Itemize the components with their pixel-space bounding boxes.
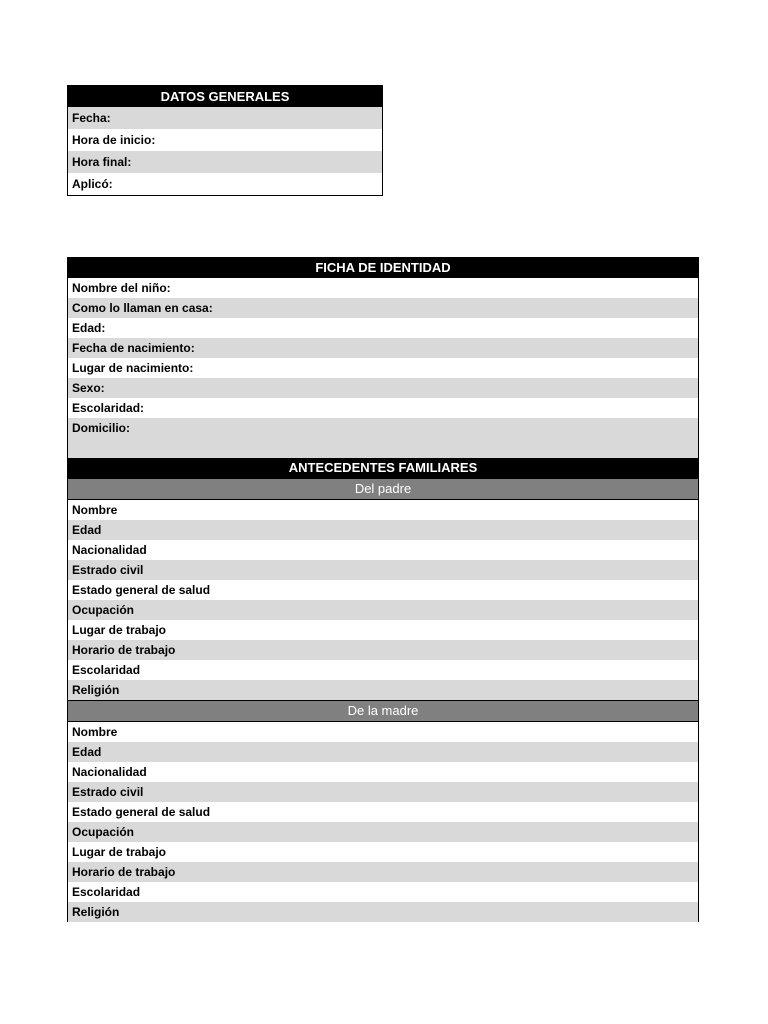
madre-escolaridad: Escolaridad (72, 885, 141, 899)
madre-lugar-trabajo: Lugar de trabajo (72, 845, 167, 859)
padre-ocupacion: Ocupación (68, 600, 698, 620)
field-sexo: Sexo: (68, 378, 698, 398)
datos-generales-table (67, 85, 383, 196)
madre-nacionalidad: Nacionalidad (72, 765, 147, 779)
padre-estado-civil: Estrado civil (68, 560, 698, 580)
field-escolaridad: Escolaridad: (72, 401, 145, 415)
madre-estado-civil: Estrado civil (68, 782, 698, 802)
padre-nacionalidad: Nacionalidad (72, 543, 147, 557)
ficha-identidad-header: FICHA DE IDENTIDAD (68, 258, 698, 278)
madre-religion: Religión (68, 902, 698, 922)
field-nombre-nino: Nombre del niño: (72, 281, 171, 295)
field-lugar-nacimiento: Lugar de nacimiento: (72, 361, 194, 375)
madre-estado-salud: Estado general de salud (72, 805, 211, 819)
antecedentes-header: ANTECEDENTES FAMILIARES (68, 458, 698, 478)
padre-escolaridad: Escolaridad (72, 663, 141, 677)
field-aplico: Aplicó: (72, 177, 113, 191)
field-fecha-nacimiento: Fecha de nacimiento: (68, 338, 698, 358)
ficha-identidad-table (67, 257, 699, 922)
madre-nombre: Nombre (72, 725, 118, 739)
madre-horario-trabajo: Horario de trabajo (68, 862, 698, 882)
padre-lugar-trabajo: Lugar de trabajo (72, 623, 167, 637)
padre-religion: Religión (68, 680, 698, 700)
padre-edad: Edad (68, 520, 698, 540)
field-hora-inicio: Hora de inicio: (72, 133, 156, 147)
field-edad: Edad: (72, 321, 106, 335)
madre-edad: Edad (68, 742, 698, 762)
padre-nombre: Nombre (72, 503, 118, 517)
padre-estado-salud: Estado general de salud (72, 583, 211, 597)
field-fecha: Fecha: (68, 107, 382, 129)
madre-ocupacion: Ocupación (68, 822, 698, 842)
datos-generales-header: DATOS GENERALES (68, 86, 382, 107)
del-padre-subheader: Del padre (68, 478, 698, 500)
field-hora-final: Hora final: (68, 151, 382, 173)
field-como-lo-llaman: Como lo llaman en casa: (68, 298, 698, 318)
padre-horario-trabajo: Horario de trabajo (68, 640, 698, 660)
de-la-madre-subheader: De la madre (68, 700, 698, 722)
field-domicilio: Domicilio: (68, 418, 698, 458)
